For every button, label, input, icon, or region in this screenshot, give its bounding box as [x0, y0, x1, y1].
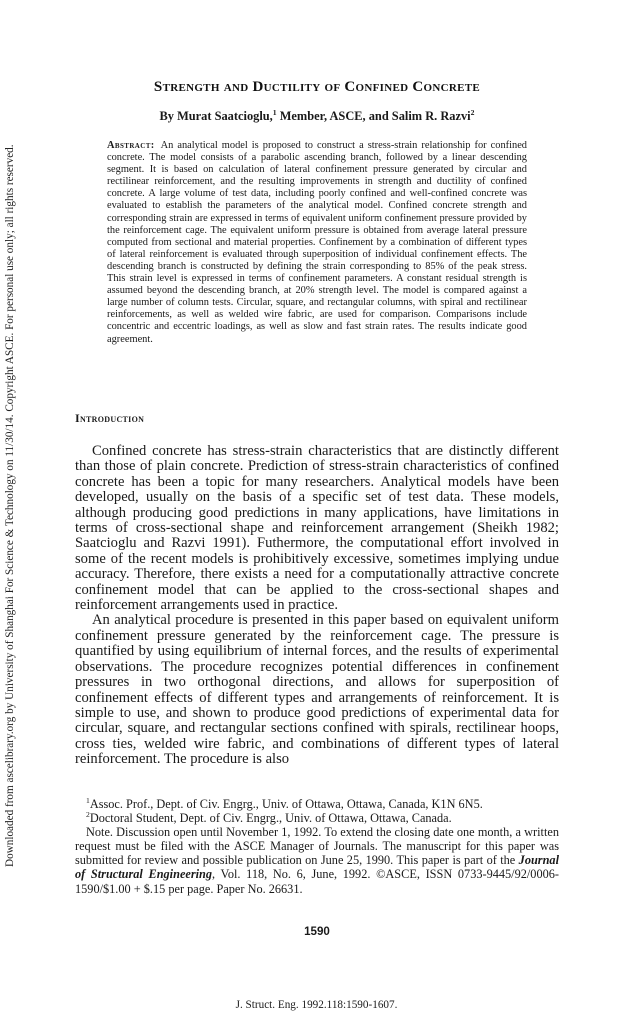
- footnote-2: [75, 811, 559, 825]
- author-line: [75, 109, 559, 124]
- download-notice: Downloaded from ascelibrary.org by University of Shanghai For Science & Technology on 11/30/14. Copyright ASCE. For personal use only; all rights reserved.: [4, 144, 16, 868]
- footnote-1: [75, 797, 559, 811]
- footnote-1-mark: 1: [86, 795, 90, 805]
- abstract: [107, 140, 527, 346]
- abstract-text: An analytical model is proposed to construct a stress-strain relationship for confined concrete. The model consists of a parabolic ascending branch, followed by a linear descending segment. It is based on calculation of lateral confinement pressure generated by circular and rectilinear reinforcement, and the resulting improvements in strength and ductility of confined concrete. A large volume of test data, including poorly confined and well-confined concrete was evaluated to establish the parameters of the analytical model. Confined concrete strength and corresponding strain are expressed in terms of equivalent uniform confinement pressure provided by the reinforcement cage. The equivalent uniform pressure is obtained from average lateral pressure computed from sectional and material properties. Confinement by a combination of different types of lateral reinforcement is evaluated through superposition of individual confinement effects. The descending branch is constructed by defining the strain corresponding to 85% of the peak stress. This strain level is expressed in terms of confinement parameters. A constant residual strength is assumed beyond the descending branch, at 20% strength level. The model is compared against a large number of column tests. Circular, square, and rectangular columns, with spiral and rectilinear reinforcements, as well as welded wire fabric, are used for comparison. Comparisons include concentric and eccentric loadings, as well as slow and fast strain rates. The results indicate good agreement.: [107, 140, 527, 345]
- footnote-mark-1: 1: [272, 107, 277, 117]
- journal-name: Journal of Structural Engineering: [75, 853, 559, 882]
- intro-paragraph-1: Confined concrete has stress-strain characteristics that are distinctly different than those of plain concrete. Prediction of stress-strain characteristics of confined concrete has been a topic for many researchers. Analytical models have been developed, usually on the basis of a specific set of test data. These models, although producing good predictions in many applications, have limitations in terms of cross-sectional shape and reinforcement arrangement (Sheikh 1982; Saatcioglu and Razvi 1991). Futhermore, the computational effort involved in some of the recent models is prohibitively excessive, sometimes implying undue accuracy. Therefore, there exists a need for a computationally attractive concrete confinement model that can be applied to the cross-sectional shapes and reinforcement arrangements used in practice.: [75, 443, 559, 614]
- citation-footer: J. Struct. Eng. 1992.118:1590-1607.: [235, 999, 398, 1011]
- footnote-2-text: Doctoral Student, Dept. of Civ. Engrg., Univ. of Ottawa, Ottawa, Canada.: [89, 811, 452, 826]
- editorial-note: [75, 825, 559, 895]
- section-heading-introduction: Introduction: [75, 411, 145, 425]
- footnote-1-text: Assoc. Prof., Dept. of Civ. Engrg., Univ. of Ottawa, Ottawa, Canada, K1N 6N5.: [89, 797, 483, 811]
- author-1: By Murat Saatcioglu,: [159, 109, 273, 123]
- article-title: Strength and Ductility of Confined Concrete: [153, 79, 481, 95]
- footnotes: [75, 797, 559, 896]
- author-2: Member, ASCE, and Salim R. Razvi: [276, 109, 471, 123]
- page-number: 1590: [304, 925, 330, 938]
- note-text-start: Note. Discussion open until November 1, 1992. To extend the closing date one month, a written request must be filed with the ASCE Manager of Journals. The manuscript for this paper was submitted for review and possible publication on June 25, 1990. This paper is part of the: [75, 825, 559, 868]
- footnote-mark-2: 2: [470, 107, 475, 117]
- introduction-body: [75, 444, 559, 768]
- abstract-label: Abstract:: [107, 140, 155, 151]
- footnote-2-mark: 2: [86, 810, 90, 819]
- intro-paragraph-2: An analytical procedure is presented in this paper based on equivalent uniform confinement pressure generated by the reinforcement cage. The pressure is quantified by using equilibrium of internal forces, and the results of experimental observations. The procedure recognizes potential differences in confinement pressures in two orthogonal directions, and allows for superposition of confinement effects of different types and arrangements of reinforcement. It is simple to use, and shown to produce good predictions of experimental data for circular, square, and rectangular sections confined with spirals, rectilinear hoops, cross ties, welded wire fabric, and combinations of different types of lateral reinforcement. The procedure is also: [75, 612, 559, 768]
- note-text-end: , Vol. 118, No. 6, June, 1992. ©ASCE, ISSN 0733-9445/92/0006-1590/$1.00 + $.15 per page. Paper No. 26631.: [75, 867, 559, 896]
